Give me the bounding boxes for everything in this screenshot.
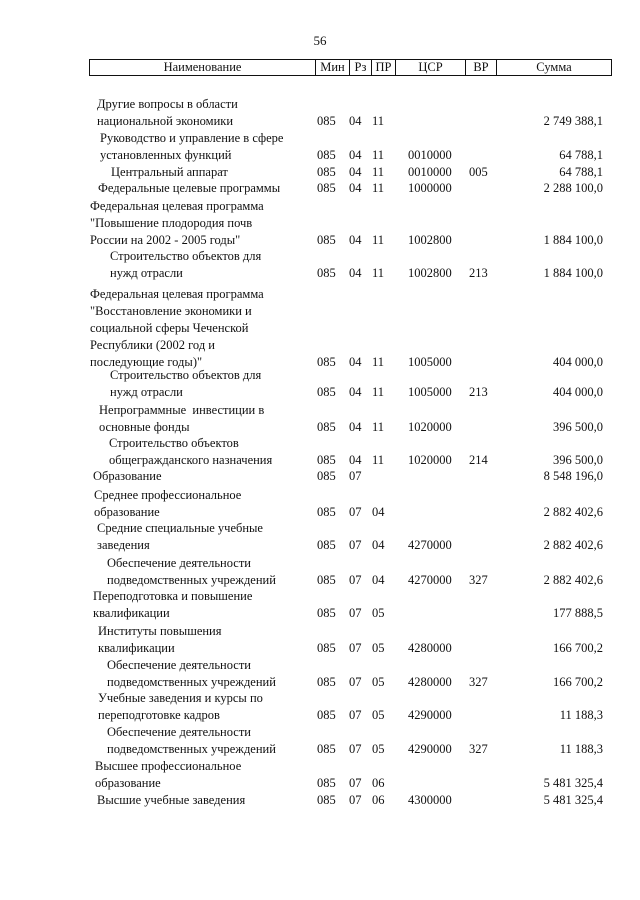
header-sum: Сумма	[536, 60, 572, 74]
cell-csr: 1002800	[408, 266, 452, 280]
row-name-line: "Восстановление экономики и	[90, 304, 252, 318]
cell-rz: 04	[349, 420, 362, 434]
cell-rz: 07	[349, 538, 362, 552]
row-name-line: Образование	[93, 469, 162, 483]
row-name-line: нужд отрасли	[110, 385, 183, 399]
row-name	[110, 248, 261, 282]
cell-pr: 11	[372, 233, 385, 247]
cell-min: 085	[317, 793, 336, 807]
row-name-line: образование	[95, 776, 161, 790]
cell-sum: 2 882 402,6	[543, 538, 603, 552]
row-name-line: Руководство и управление в сфере	[100, 131, 284, 145]
header-min: Мин	[320, 60, 345, 74]
row-name	[90, 286, 264, 371]
row-name-line: России на 2002 - 2005 годы"	[90, 233, 241, 247]
row-name-line: Обеспечение деятельности	[107, 556, 252, 570]
cell-rz: 04	[349, 181, 362, 195]
cell-pr: 11	[372, 148, 385, 162]
cell-rz: 04	[349, 165, 362, 179]
row-name-line: подведомственных учреждений	[107, 742, 276, 756]
cell-sum: 396 500,0	[553, 453, 603, 467]
row-name-line: Учебные заведения и курсы по	[98, 691, 263, 705]
cell-rz: 04	[349, 266, 362, 280]
cell-csr: 1005000	[408, 385, 452, 399]
row-name-line: Институты повышения	[98, 624, 222, 638]
cell-csr: 4290000	[408, 742, 452, 756]
cell-sum: 5 481 325,4	[543, 793, 603, 807]
cell-sum: 2 882 402,6	[543, 505, 603, 519]
row-name	[93, 468, 162, 485]
row-name	[100, 130, 283, 164]
row-name-line: заведения	[97, 538, 150, 552]
cell-min: 085	[317, 742, 336, 756]
cell-vr: 213	[469, 266, 488, 280]
cell-vr: 005	[469, 165, 488, 179]
cell-sum: 166 700,2	[553, 641, 603, 655]
cell-pr: 05	[372, 742, 385, 756]
row-name	[97, 792, 245, 809]
cell-min: 085	[317, 266, 336, 280]
cell-pr: 05	[372, 606, 385, 620]
cell-rz: 07	[349, 606, 362, 620]
cell-csr: 0010000	[408, 165, 452, 179]
cell-rz: 07	[349, 675, 362, 689]
cell-csr: 0010000	[408, 148, 452, 162]
row-name-line: Высшие учебные заведения	[97, 793, 246, 807]
row-name	[107, 657, 276, 691]
header-csr: ЦСР	[418, 60, 443, 74]
cell-pr: 05	[372, 641, 385, 655]
cell-sum: 2 288 100,0	[543, 181, 603, 195]
row-name-line: Средние специальные учебные	[97, 521, 263, 535]
cell-csr: 1005000	[408, 355, 452, 369]
row-name	[94, 487, 241, 521]
cell-pr: 11	[372, 181, 385, 195]
cell-rz: 07	[349, 505, 362, 519]
cell-pr: 11	[372, 266, 385, 280]
row-name-line: последующие годы)"	[90, 355, 203, 369]
row-name-line: Строительство объектов для	[110, 368, 262, 382]
cell-pr: 11	[372, 355, 385, 369]
cell-rz: 04	[349, 148, 362, 162]
row-name	[99, 402, 264, 436]
cell-rz: 07	[349, 793, 362, 807]
cell-min: 085	[317, 165, 336, 179]
row-name-line: Федеральная целевая программа	[90, 287, 264, 301]
header-vr: ВР	[473, 60, 489, 74]
row-name-line: "Повышение плодородия почв	[90, 216, 253, 230]
cell-min: 085	[317, 573, 336, 587]
cell-rz: 07	[349, 573, 362, 587]
row-name-line: Центральный аппарат	[111, 165, 228, 179]
cell-sum: 11 188,3	[559, 708, 603, 722]
cell-sum: 64 788,1	[559, 165, 603, 179]
cell-sum: 11 188,3	[559, 742, 603, 756]
cell-vr: 327	[469, 742, 488, 756]
row-name-line: переподготовке кадров	[98, 708, 220, 722]
row-name	[98, 180, 280, 197]
row-name-line: Обеспечение деятельности	[107, 658, 252, 672]
cell-csr: 4270000	[408, 538, 452, 552]
cell-csr: 1000000	[408, 181, 452, 195]
header-pr: ПР	[375, 60, 392, 74]
row-name	[95, 758, 241, 792]
cell-rz: 04	[349, 453, 362, 467]
row-name	[90, 198, 264, 249]
row-name-line: Переподготовка и повышение	[93, 589, 253, 603]
cell-sum: 166 700,2	[553, 675, 603, 689]
cell-pr: 11	[372, 385, 385, 399]
cell-csr: 1020000	[408, 453, 452, 467]
cell-pr: 11	[372, 114, 385, 128]
table-header	[89, 59, 612, 76]
cell-pr: 05	[372, 708, 385, 722]
row-name	[109, 435, 272, 469]
row-name-line: подведомственных учреждений	[107, 573, 276, 587]
header-name: Наименование	[163, 60, 242, 74]
cell-csr: 1002800	[408, 233, 452, 247]
row-name-line: основные фонды	[99, 420, 190, 434]
row-name-line: нужд отрасли	[110, 266, 183, 280]
row-name	[110, 367, 261, 401]
cell-min: 085	[317, 469, 336, 483]
cell-min: 085	[317, 675, 336, 689]
cell-sum: 64 788,1	[559, 148, 603, 162]
cell-pr: 04	[372, 538, 385, 552]
cell-rz: 04	[349, 385, 362, 399]
cell-pr: 11	[372, 420, 385, 434]
row-name-line: образование	[94, 505, 160, 519]
cell-csr: 4300000	[408, 793, 452, 807]
cell-min: 085	[317, 606, 336, 620]
row-name-line: Обеспечение деятельности	[107, 725, 252, 739]
page-number: 56	[313, 33, 327, 48]
row-name-line: Другие вопросы в области	[97, 97, 238, 111]
cell-sum: 2 882 402,6	[543, 573, 603, 587]
row-name	[107, 724, 276, 758]
cell-csr: 4280000	[408, 641, 452, 655]
cell-pr: 11	[372, 165, 385, 179]
cell-min: 085	[317, 181, 336, 195]
cell-sum: 8 548 196,0	[543, 469, 603, 483]
cell-csr: 4270000	[408, 573, 452, 587]
cell-rz: 07	[349, 776, 362, 790]
row-name-line: Среднее профессиональное	[94, 488, 242, 502]
cell-csr: 1020000	[408, 420, 452, 434]
row-name-line: общегражданского назначения	[109, 453, 273, 467]
cell-vr: 327	[469, 573, 488, 587]
row-name	[93, 588, 252, 622]
cell-min: 085	[317, 385, 336, 399]
cell-pr: 05	[372, 675, 385, 689]
cell-min: 085	[317, 538, 336, 552]
row-name	[107, 555, 276, 589]
cell-csr: 4290000	[408, 708, 452, 722]
row-name	[111, 164, 228, 181]
cell-rz: 07	[349, 742, 362, 756]
row-name-line: Непрограммные инвестиции в	[99, 403, 265, 417]
cell-rz: 04	[349, 233, 362, 247]
header-rz: Рз	[354, 60, 367, 74]
cell-sum: 177 888,5	[553, 606, 603, 620]
row-name-line: Республики (2002 год и	[90, 338, 215, 352]
cell-min: 085	[317, 641, 336, 655]
row-name-line: установленных функций	[100, 148, 232, 162]
row-name-line: Федеральные целевые программы	[98, 181, 281, 195]
cell-rz: 07	[349, 469, 362, 483]
row-name	[97, 520, 263, 554]
row-name	[98, 623, 222, 657]
cell-rz: 04	[349, 355, 362, 369]
cell-pr: 06	[372, 776, 385, 790]
cell-pr: 11	[372, 453, 385, 467]
cell-sum: 1 884 100,0	[543, 233, 603, 247]
row-name-line: Высшее профессиональное	[95, 759, 242, 773]
cell-rz: 07	[349, 708, 362, 722]
cell-pr: 06	[372, 793, 385, 807]
cell-sum: 1 884 100,0	[543, 266, 603, 280]
cell-min: 085	[317, 420, 336, 434]
cell-min: 085	[317, 355, 336, 369]
cell-csr: 4280000	[408, 675, 452, 689]
cell-vr: 327	[469, 675, 488, 689]
cell-pr: 04	[372, 573, 385, 587]
cell-min: 085	[317, 708, 336, 722]
cell-min: 085	[317, 233, 336, 247]
row-name	[97, 96, 238, 130]
cell-sum: 5 481 325,4	[543, 776, 603, 790]
cell-vr: 214	[469, 453, 488, 467]
cell-sum: 396 500,0	[553, 420, 603, 434]
cell-sum: 404 000,0	[553, 355, 603, 369]
cell-pr: 04	[372, 505, 385, 519]
cell-rz: 04	[349, 114, 362, 128]
row-name	[98, 690, 263, 724]
row-name-line: социальной сферы Чеченской	[90, 321, 249, 335]
row-name-line: подведомственных учреждений	[107, 675, 276, 689]
cell-min: 085	[317, 114, 336, 128]
row-name-line: квалификации	[98, 641, 175, 655]
cell-min: 085	[317, 776, 336, 790]
row-name-line: квалификации	[93, 606, 170, 620]
cell-sum: 2 749 388,1	[543, 114, 603, 128]
cell-rz: 07	[349, 641, 362, 655]
row-name-line: Строительство объектов	[109, 436, 239, 450]
cell-min: 085	[317, 148, 336, 162]
cell-vr: 213	[469, 385, 488, 399]
cell-min: 085	[317, 505, 336, 519]
row-name-line: национальной экономики	[97, 114, 234, 128]
row-name-line: Федеральная целевая программа	[90, 199, 264, 213]
cell-sum: 404 000,0	[553, 385, 603, 399]
row-name-line: Строительство объектов для	[110, 249, 262, 263]
cell-min: 085	[317, 453, 336, 467]
